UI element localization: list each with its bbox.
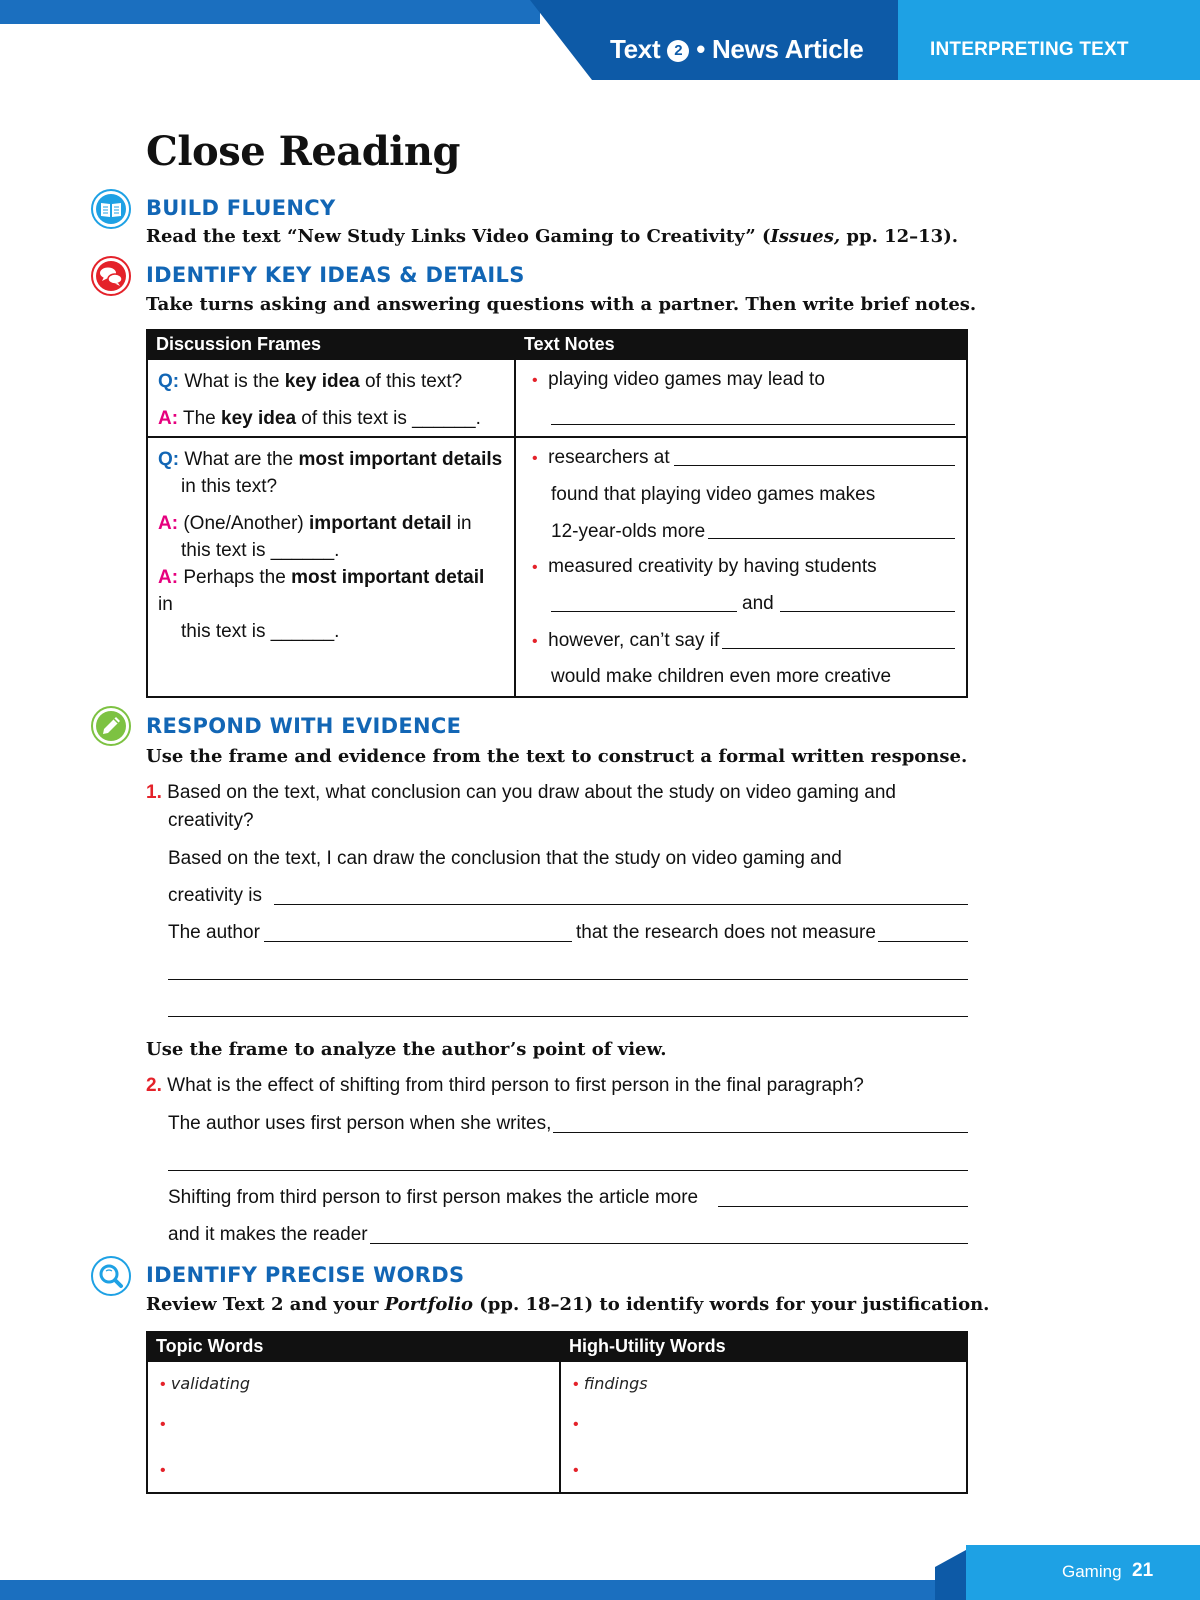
- precise-instruction: Review Text 2 and your Portfolio (pp. 18–21) to identify words for your justification.: [146, 1294, 990, 1315]
- table-row-details-notes: [515, 437, 967, 697]
- table-row-key-idea-notes: [515, 359, 967, 437]
- bullet-icon: •: [532, 372, 538, 389]
- question-1: 1. Based on the text, what conclusion can you draw about the study on video gaming and: [146, 782, 896, 803]
- speech-bubbles-icon: [91, 256, 131, 296]
- answer-line[interactable]: [168, 1016, 968, 1017]
- frame-1-mid: that the research does not measure: [576, 922, 876, 943]
- note-text: would make children even more creative: [551, 666, 892, 687]
- blank-line[interactable]: [722, 648, 955, 649]
- answer-line[interactable]: [878, 941, 968, 942]
- frame-2-line3: and it makes the reader: [168, 1224, 368, 1245]
- question-1-cont: creativity?: [168, 810, 254, 831]
- blank-line[interactable]: [551, 424, 955, 425]
- frame-question-cont: in this text?: [181, 476, 278, 497]
- note-text: however, can’t say if: [548, 630, 720, 651]
- note-text: found that playing video games makes: [551, 484, 876, 505]
- book-icon: [91, 189, 131, 229]
- bullet-icon: •: [532, 450, 538, 467]
- pencil-icon: [91, 706, 131, 746]
- frame-1-line2: creativity is: [168, 885, 262, 906]
- list-item[interactable]: •: [573, 1416, 579, 1433]
- question-2: 2. What is the effect of shifting from third person to first person in the final paragraph?: [146, 1075, 864, 1096]
- col-text-notes: Text Notes: [515, 330, 967, 359]
- table-row-key-idea-frame: [147, 359, 515, 437]
- frame-answer-cont: this text is ______.: [181, 540, 340, 561]
- key-ideas-instruction: Take turns asking and answering questions with a partner. Then write brief notes.: [146, 294, 977, 315]
- respond-instruction: Use the frame and evidence from the text to construct a formal written response.: [146, 746, 968, 767]
- col-high-utility-words: High-Utility Words: [560, 1332, 967, 1361]
- note-text: 12-year-olds more: [551, 521, 706, 542]
- frame-2-line2: Shifting from third person to first person makes the article more: [168, 1187, 699, 1208]
- blank-line[interactable]: [551, 611, 737, 612]
- bullet-icon: •: [532, 633, 538, 650]
- utility-words-cell: [560, 1361, 967, 1493]
- col-topic-words: Topic Words: [147, 1332, 560, 1361]
- header-section: INTERPRETING TEXT: [930, 39, 1129, 60]
- answer-line[interactable]: [370, 1243, 968, 1244]
- note-text: measured creativity by having students: [548, 556, 877, 577]
- frame-question: Q: What is the key idea of this text?: [158, 371, 463, 392]
- note-text: and: [742, 593, 774, 614]
- header-text-number: 2: [667, 40, 689, 62]
- bullet-icon: •: [532, 559, 538, 576]
- frame-answer-cont: this text is ______.: [181, 621, 340, 642]
- list-item[interactable]: • validating: [160, 1374, 251, 1393]
- blank-line[interactable]: [674, 465, 955, 466]
- footer-label: Gaming: [1062, 1562, 1122, 1581]
- frame-2-line1: The author uses first person when she writes,: [168, 1113, 552, 1134]
- answer-line[interactable]: [553, 1132, 968, 1133]
- page-title: Close Reading: [146, 128, 460, 175]
- header-title: [610, 34, 863, 65]
- list-item[interactable]: • findings: [573, 1374, 648, 1393]
- answer-line[interactable]: [718, 1206, 968, 1207]
- note-text: playing video games may lead to: [548, 369, 825, 390]
- frame-1-line1: Based on the text, I can draw the conclusion that the study on video gaming and: [168, 848, 842, 869]
- list-item[interactable]: •: [573, 1462, 579, 1479]
- magnifier-icon: [91, 1256, 131, 1296]
- precise-words-table: [146, 1331, 968, 1494]
- list-item[interactable]: •: [160, 1416, 166, 1433]
- list-item[interactable]: •: [160, 1462, 166, 1479]
- header-article-type: • News Article: [696, 34, 864, 64]
- table-row-details-frame: Q: What are the most important details in this text? A: (One/Another) important detail in this text is ______. A: Perhaps the most important detail in this text is ______.: [147, 437, 515, 697]
- respond-heading: RESPOND WITH EVIDENCE: [146, 714, 462, 738]
- precise-heading: IDENTIFY PRECISE WORDS: [146, 1263, 465, 1287]
- blank-line[interactable]: [708, 538, 955, 539]
- col-discussion-frames: Discussion Frames: [147, 330, 515, 359]
- build-fluency-instruction: Read the text “New Study Links Video Gaming to Creativity” (Issues, pp. 12–13).: [146, 226, 958, 247]
- footer-bar: [0, 1580, 960, 1600]
- note-text: researchers at: [548, 447, 670, 468]
- key-ideas-heading: IDENTIFY KEY IDEAS & DETAILS: [146, 263, 525, 287]
- header-text-label: Text: [610, 34, 661, 64]
- answer-line[interactable]: [264, 941, 572, 942]
- header-bar: [0, 0, 540, 24]
- topic-words-cell: [147, 1361, 560, 1493]
- blank-line[interactable]: [780, 611, 955, 612]
- page-number: 21: [1132, 1560, 1154, 1581]
- pov-instruction: Use the frame to analyze the author’s point of view.: [146, 1039, 667, 1060]
- answer-line[interactable]: [274, 904, 968, 905]
- discussion-table: [146, 329, 968, 698]
- answer-line[interactable]: [168, 979, 968, 980]
- answer-line[interactable]: [168, 1170, 968, 1171]
- frame-answer: A: The key idea of this text is ______.: [158, 408, 481, 429]
- build-fluency-heading: BUILD FLUENCY: [146, 196, 336, 220]
- frame-1-author: The author: [168, 922, 260, 943]
